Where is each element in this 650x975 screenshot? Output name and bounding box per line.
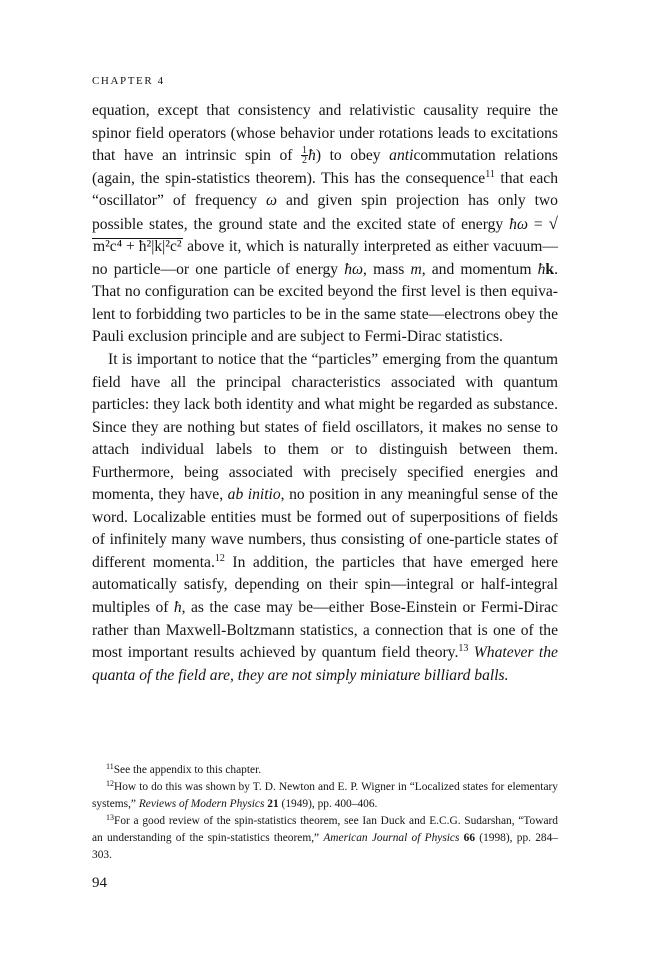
energy-formula-radicand: m²c⁴ + ħ²|k|²c² [93, 238, 182, 256]
footnote-ref-13[interactable]: 13 [458, 643, 469, 655]
paragraph-2: It is important to notice that the “particles” emerging from the quantum field have all the principal characteristics associated with quantum particles: they lack both identity and what might be regarded as substance. Since they are nothing but states of field oscillators, it makes no sense to attach individual labels to them or to distinguish between them. Furthermore, being associated with precisely specified energies and momenta, they have, ab initio, no position in any meaningful sense of the word. Localizable entities must be formed out of superpositions of fields of infinitely many wave numbers, thus consisting of one-particle states of different momenta.$^{12}$ In addition, the particles that have emerged here automatically satisfy, depending on their spin—integral or half-integral multiples of ħ, as the case may be—either Bose-Einstein or Fermi-Dirac rather than Maxwell-Boltzmann statistics, a connection that is one of the most important results achieved by quantum field theory.$^{13}$ Whatever the quanta of the field are, they are not simply miniature billiard balls. [92, 351, 558, 684]
running-header: CHAPTER 4 [92, 75, 165, 87]
footnote-13: $^{13}$For a good review of the spin-statistics theorem, see Ian Duck and E.C.G. Sudarshan, “Toward an understanding of the spin-statistics theorem,” American Journal of Physics 66 (1998), pp. 284–303. [92, 813, 559, 861]
footnote-ref-11[interactable]: 11 [485, 168, 495, 180]
page-number: 94 [92, 875, 107, 891]
footnotes [92, 762, 558, 864]
footnote-12: $^{12}$How to do this was shown by T. D. Newton and E. P. Wigner in “Localized states for elementary systems,” Reviews of Modern Physics 21 (1949), pp. 400–406. [92, 779, 558, 810]
footnote-ref-12[interactable]: 12 [214, 552, 225, 564]
emphasis-sentence: Whatever the quanta of the field are, they are not simply miniature billiard balls. [92, 644, 558, 684]
square-root-symbol: √ [548, 213, 558, 233]
footnote-11: $^{11}$See the appendix to this chapter. [106, 762, 262, 776]
energy-formula-lhs: ħω [509, 215, 528, 233]
body-text [92, 100, 558, 687]
paragraph-1: equation, except that consistency and relativistic causality require the spinor field operators (whose behavior under rotations leads to excitations that have an intrinsic spin of $\frac{1}{2}$ ħ) to obey anticommutation relations (again, the spin-statistics theorem). This has the consequence$^{11}$ that each “oscillator” of frequency ω and given spin projection has only two possible states, the ground state and the excited state of energy ħω = √m²c⁴ + ħ²|k|²c² above it, which is naturally interpreted as either vacuum—no particle—or one particle of energy ħω, mass m, and momentum ħk. That no configuration can be excited beyond the first level is then equivalent to forbidding two particles to be in the same state—electrons obey the Pauli exclusion principle and are subject to Fermi-Dirac statistics. [92, 102, 558, 346]
fraction-one-half: $\frac{1}{2}$ [302, 145, 308, 167]
